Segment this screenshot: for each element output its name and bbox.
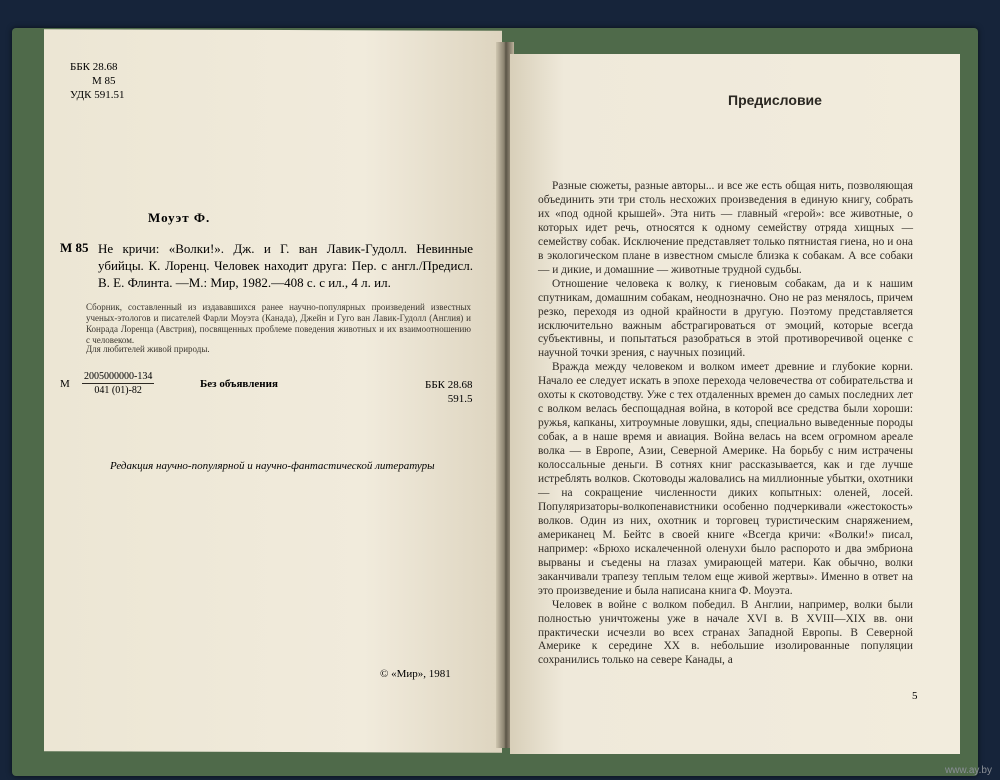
- no-ads-label: Без объявления: [200, 378, 278, 390]
- preface-title: Предисловие: [728, 92, 822, 108]
- bbk-line: М 85: [70, 75, 116, 87]
- bbk-right-line: ББК 28.68: [425, 379, 473, 391]
- bbk-right-block: [425, 378, 472, 406]
- page-number: 5: [912, 690, 918, 702]
- publication-fraction: [82, 370, 154, 397]
- bbk-udk-block: [70, 60, 125, 102]
- author-heading: Моуэт Ф.: [148, 210, 211, 225]
- paragraph: Разные сюжеты, разные авторы... и все же есть общая нить, позволяющая объединить эти три столь несхожих произведения в единую книгу, собрать их «под одной крышей». Эта нить — главный «герой»: все животные, о которых идет речь, относятся к одному семейству отряда хищных — семейству собак. Исключение представляет только пятнистая гиена, но и она в экологическом плане в известном смысле близка к собакам. А все собаки — и дикие, и домашние — животные трудной судьбы.: [538, 180, 913, 276]
- editorial-note: Редакция научно-популярной и научно-фантастической литературы: [110, 460, 435, 472]
- annotation-audience: Для любителей живой природы.: [86, 344, 210, 354]
- annotation: Сборник, составленный из издававшихся ранее научно-популярных произведений известных ученых-этологов и писателей Фарли Моуэта (Канада), Джейн и Гуго ван Лавик-Гудолл (Англия) и Конрада Лоренца (Австрия), посвященных проблеме поведения животных и их взаимоотношению с человеком.: [86, 302, 471, 345]
- paragraph: Отношение человека к волку, к гиеновым собакам, да и к нашим спутникам, домашним собакам, неоднозначно. Оно не раз менялось, причем резко, переходя из одной крайности в другую. Поэтому представляется исключительно важным абстрагироваться от эмоций, которые всегда субъективны, и попытаться разобраться в этой противоречивой оценке с научной точки зрения, с научных позиций.: [538, 277, 913, 360]
- site-watermark: www.ay.by: [944, 765, 992, 776]
- bar-letter: М: [60, 378, 70, 390]
- fraction-denominator: 041 (01)-82: [94, 385, 142, 396]
- catalog-entry: Не кричи: «Волки!». Дж. и Г. ван Лавик-Гудолл. Невинные убийцы. К. Лоренц. Человек находит друга: Пер. с англ./Предисл. В. Е. Флинта. —М.: Мир, 1982.—408 с. с ил., 4 л. ил.: [98, 241, 473, 290]
- catalog-code: М 85: [60, 240, 89, 255]
- copyright-line: © «Мир», 1981: [380, 668, 451, 680]
- paragraph: Человек в войне с волком победил. В Англии, например, волки были полностью уничтожены уже в начале XVI в. В XVIII—XIX вв. они практически исчезли во всех странах Западной Европы. В Северной Америке к середине XX в. небольшие изолированные популяции сохранились только на севере Канады, а: [538, 598, 913, 667]
- paragraph: Вражда между человеком и волком имеет древние и глубокие корни. Начало ее следует искать в эпохе перехода человечества от собирательства и охоты к скотоводству. Уже с тех отдаленных времен до самых последних лет с волком велась беспощадная война, в которой все средства были хороши: ружья, капканы, хитроумные ловушки, яды, специально выведенные породы собак, а в наше время и авиация. Война велась на всем огромном ареале волка — в Европе, Азии, Северной Америке. На борьбу с ним истрачены колоссальные деньги. В сотнях книг рассказывается, как и где лучше истреблять волков. Скотоводы жаловались на миллионные убытки, охотники — на сокращение численности диких копытных: оленей, лосей. Популяризаторы-волкопенавистники особенно подчеркивали «жестокость» волков. Один из них, охотник и торговец туристическим снаряжением, американец М. Бейтс в своей книге «Всегда кричи: «Волки!» писал, например: «Брюхо искалеченной оленухи было распорото и два эмбриона вырваны и съедены на глазах умирающей матери. Как обычно, волки заканчивали трапезу теплым телом еще живой жертвы». Именно в ответ на это произведение и была написана книга Ф. Моуэта.: [538, 361, 913, 597]
- preface-body: [538, 180, 913, 668]
- bbk-line: ББК 28.68: [70, 61, 118, 73]
- bbk-right-line: 591.5: [447, 393, 473, 405]
- bbk-line: УДК 591.51: [70, 89, 125, 101]
- fraction-numerator: 2005000000-134: [84, 371, 153, 382]
